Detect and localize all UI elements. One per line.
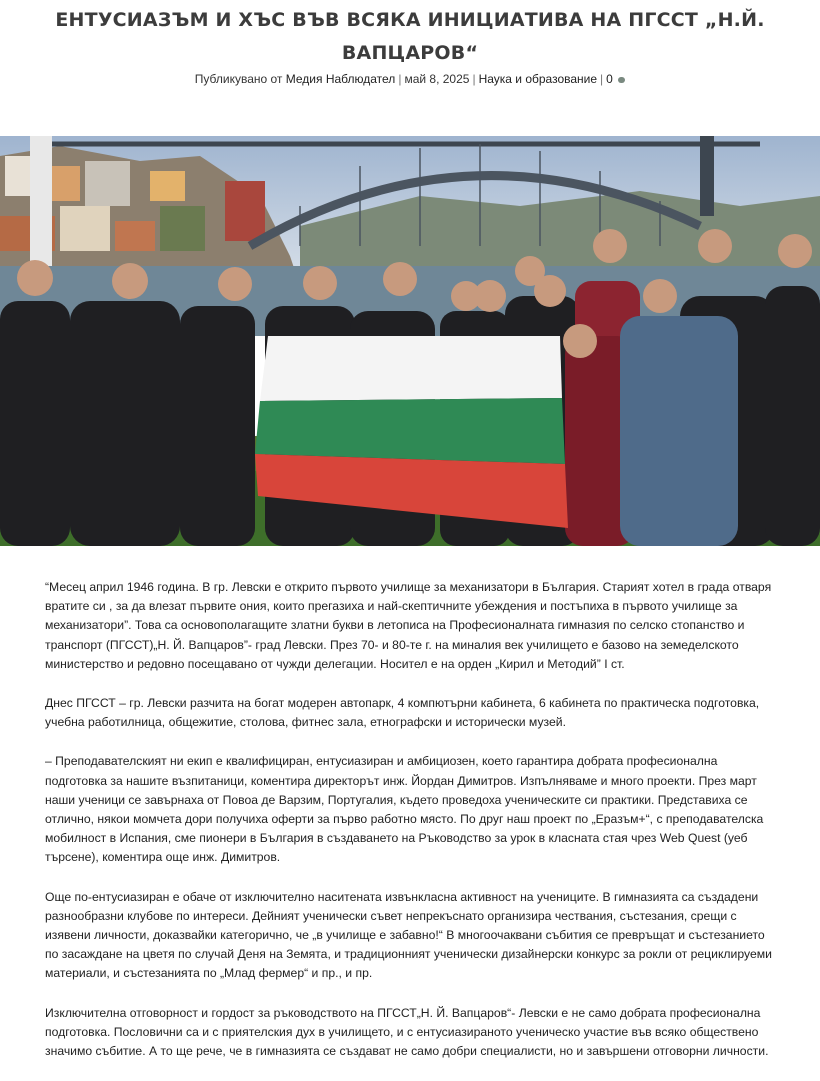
flag-white-stripe [260, 336, 562, 401]
comment-count: 0 [606, 72, 613, 86]
meta-separator: | [398, 72, 402, 86]
featured-photo [0, 136, 820, 546]
photo-flag [255, 336, 568, 528]
meta-separator: | [472, 72, 476, 86]
post-date: май 8, 2025 [404, 72, 470, 86]
article-paragraph: Днес ПГССТ – гр. Левски разчита на богат модерен автопарк, 4 компютърни кабинета, 6 кабинета по практическа подготовка, учебна работилница, общежитие, столова, фитнес зала, етнографски и исторически музей. [45, 696, 760, 730]
article-paragraph: “Месец април 1946 година. В гр. Левски е открито първото училище за механизатори в България. Старият хотел в града отваря вратите си , за да влезат първите ония, които прегазиха и най-скептичните убеждения и постъпиха в първото училище за механизатори”. Това са основополагащите златни букви в летописа на Професионалната гимназия по селско стопанство и транспорт (ПГССТ)„Н. Й. Вапцаров”- град Левски. През 70- и 80-те г. на миналия век училището е базово на земеделското министерство и редовно посещавано от чужди делегации. Носител е на орден „Кирил и Методий” I ст. [45, 580, 772, 671]
comment-bubble-icon [618, 77, 625, 83]
article-paragraph: – Преподавателският ни екип е квалифициран, ентусиазиран и амбициозен, което гарантира добрата професионална подготовка за нашите възпитаници, коментира директорът инж. Йордан Димитров. Изпълняваме и много проекти. През март наши ученици се завърнаха от Повоа де Варзим, Португалия, където проведоха ученическите си практики. Представиха се отлично, някои момчета дори получиха оферти за първо работно място. По друг наш проект по „Еразъм+“, с преподавателска мобилност в Испания, сме пионери в България в създаването на Ръководство за урок в класната стая чрез Web Quest (уеб търсене), коментира още инж. Димитров. [45, 754, 764, 865]
post-title: ЕНТУСИАЗЪМ И ХЪС ВЪВ ВСЯКА ИНИЦИАТИВА НА ПГССТ „Н.Й. ВАПЦАРОВ“ [55, 9, 765, 64]
published-by-label: Публикувано от [194, 72, 283, 86]
category-link[interactable]: Наука и образование [478, 72, 598, 86]
comments-link[interactable] [606, 72, 625, 86]
post-meta [0, 72, 820, 86]
author-link[interactable]: Медия Наблюдател [285, 72, 396, 86]
flag-green-stripe [255, 398, 565, 464]
article-paragraph: Още по-ентусиазиран е обаче от изключително наситената извънкласна активност на учениците. В гимназията са създадени разнообразни клубове по интереси. Дейният ученически съвет непрекъснато организира чествания, състезания, срещи с изявени личности, доказвайки категорично, че „в училище е забавно!“ В многоочаквани събития се превръщат и състезанието по засаждане на цветя по случай Деня на Земята, и традиционният ученически дизайнерски конкурс за рокли от рециклируеми материали, и състезанията по „Млад фермер“ и пр., и пр. [45, 889, 772, 981]
article-paragraph: Изключителна отговорност и гордост за ръководството на ПГССТ„Н. Й. Вапцаров“- Левски е не само добрата професионална подготовка. Пословични са и с приятелския дух в училището, и с ентусиазираното ученическо участие във всяко обществено значимо събитие. А то ще рече, че в гимназията се създават не само добри специалисти, но и завършени отговорни личности. [45, 1005, 769, 1059]
article-body [45, 578, 780, 1081]
meta-separator: | [600, 72, 604, 86]
